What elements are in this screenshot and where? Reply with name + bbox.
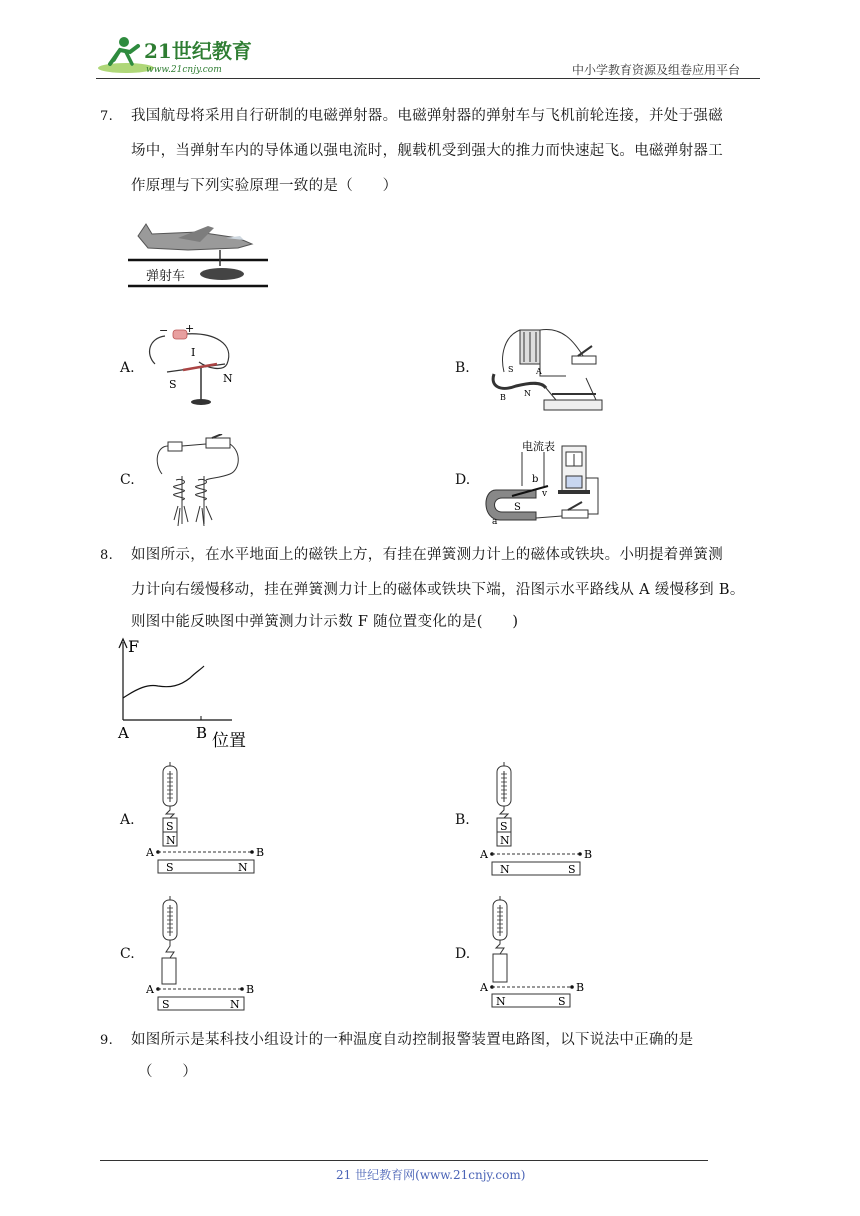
svg-text:A: A [480,981,488,994]
q7-option-a-figure [145,324,245,408]
q8-option-c-label[interactable]: C. [120,946,135,962]
svg-text:S: S [162,998,170,1011]
svg-text:v: v [542,489,548,499]
graph-x-label: 位置 [212,731,246,751]
q7-line-3: 作原理与下列实验原理一致的是（ ） [131,178,398,194]
q7-number: 7. [100,109,114,124]
svg-text:S: S [508,365,514,374]
svg-text:A: A [146,983,154,996]
svg-text:N: N [500,863,510,876]
q7-option-d-label[interactable]: D. [455,472,471,488]
q9-line-2: （ ） [138,1064,198,1080]
q8-option-b-figure [480,762,602,876]
svg-text:S: S [166,861,174,874]
svg-text:B: B [256,846,265,859]
graph-x-start: A [118,724,129,742]
svg-text:N: N [223,372,233,385]
q8-number: 8. [100,548,114,563]
footer-rule [100,1160,708,1161]
graph-y-label: F [128,637,140,656]
svg-text:I: I [191,346,196,359]
logo-text: 21世纪教育 [144,39,252,63]
svg-text:N: N [496,995,506,1008]
q8-option-c-figure [146,896,268,1014]
svg-text:N: N [238,861,248,874]
q7-option-c-label[interactable]: C. [120,472,135,488]
q7-option-d-figure [482,438,608,526]
q7-catapult-figure [128,216,268,290]
svg-text:S: S [514,502,521,513]
q8-line-1: 如图所示，在水平地面上的磁铁上方，有挂在弹簧测力计上的磁体或铁块。小明提着弹簧测 [131,547,723,563]
svg-text:+: + [185,324,195,335]
svg-text:N: N [166,834,176,847]
q7-line-2: 场中，当弹射车内的导体通以强电流时，舰载机受到强大的推力而快速起飞。电磁弹射器工 [131,143,723,159]
q8-option-d-figure [480,896,602,1010]
q8-option-b-label[interactable]: B. [455,812,470,828]
svg-text:N: N [524,389,531,398]
svg-text:B: B [576,981,585,994]
q7-option-b-figure [486,316,608,414]
svg-text:B: B [500,393,506,402]
q8-force-position-graph [114,636,254,752]
q9-line-1: 如图所示是某科技小组设计的一种温度自动控制报警装置电路图，以下说法中正确的是 [131,1032,694,1048]
header-rule [96,78,760,79]
svg-text:B: B [584,848,593,861]
svg-text:S: S [568,863,576,876]
svg-text:a: a [492,517,498,526]
svg-text:N: N [500,834,510,847]
spring-scale-icon [163,896,177,958]
spring-scale-icon [493,896,507,954]
svg-text:N: N [512,478,521,489]
svg-text:电流表: 电流表 [522,440,555,453]
q9-number: 9. [100,1033,114,1048]
svg-text:S: S [166,820,174,833]
svg-text:S: S [558,995,566,1008]
graph-x-end: B [196,724,208,742]
svg-text:−: − [159,324,169,337]
logo-url: www.21cnjy.com [146,65,222,75]
q8-line-2: 力计向右缓慢移动，挂在弹簧测力计上的磁体或铁块下端，沿图示水平路线从 A 缓慢移到 B。 [131,582,745,598]
svg-text:A: A [480,848,488,861]
svg-text:b: b [532,474,539,485]
spring-scale-icon [497,762,511,818]
q7-option-c-figure [150,434,246,530]
q8-line-3: 则图中能反映图中弹簧测力计示数 F 随位置变化的是( ) [131,614,519,630]
svg-text:S: S [169,378,177,391]
spring-scale-icon [163,762,177,818]
q7-line-1: 我国航母将采用自行研制的电磁弹射器。电磁弹射器的弹射车与飞机前轮连接，并处于强磁 [131,108,723,124]
svg-text:N: N [230,998,240,1011]
header-platform-text: 中小学教育资源及组卷应用平台 [572,63,741,77]
svg-text:A: A [536,367,542,376]
q7-option-b-label[interactable]: B. [455,360,470,376]
q8-option-a-label[interactable]: A. [120,812,135,828]
q8-option-a-figure [146,762,268,876]
site-logo [96,34,256,78]
svg-text:A: A [146,846,154,859]
svg-text:B: B [246,983,255,996]
svg-text:S: S [500,820,508,833]
catapult-label: 弹射车 [146,269,186,284]
q8-option-d-label[interactable]: D. [455,946,471,962]
q7-option-a-label[interactable]: A. [120,360,135,376]
footer-site-text[interactable]: 21 世纪教育网(www.21cnjy.com) [336,1168,526,1182]
